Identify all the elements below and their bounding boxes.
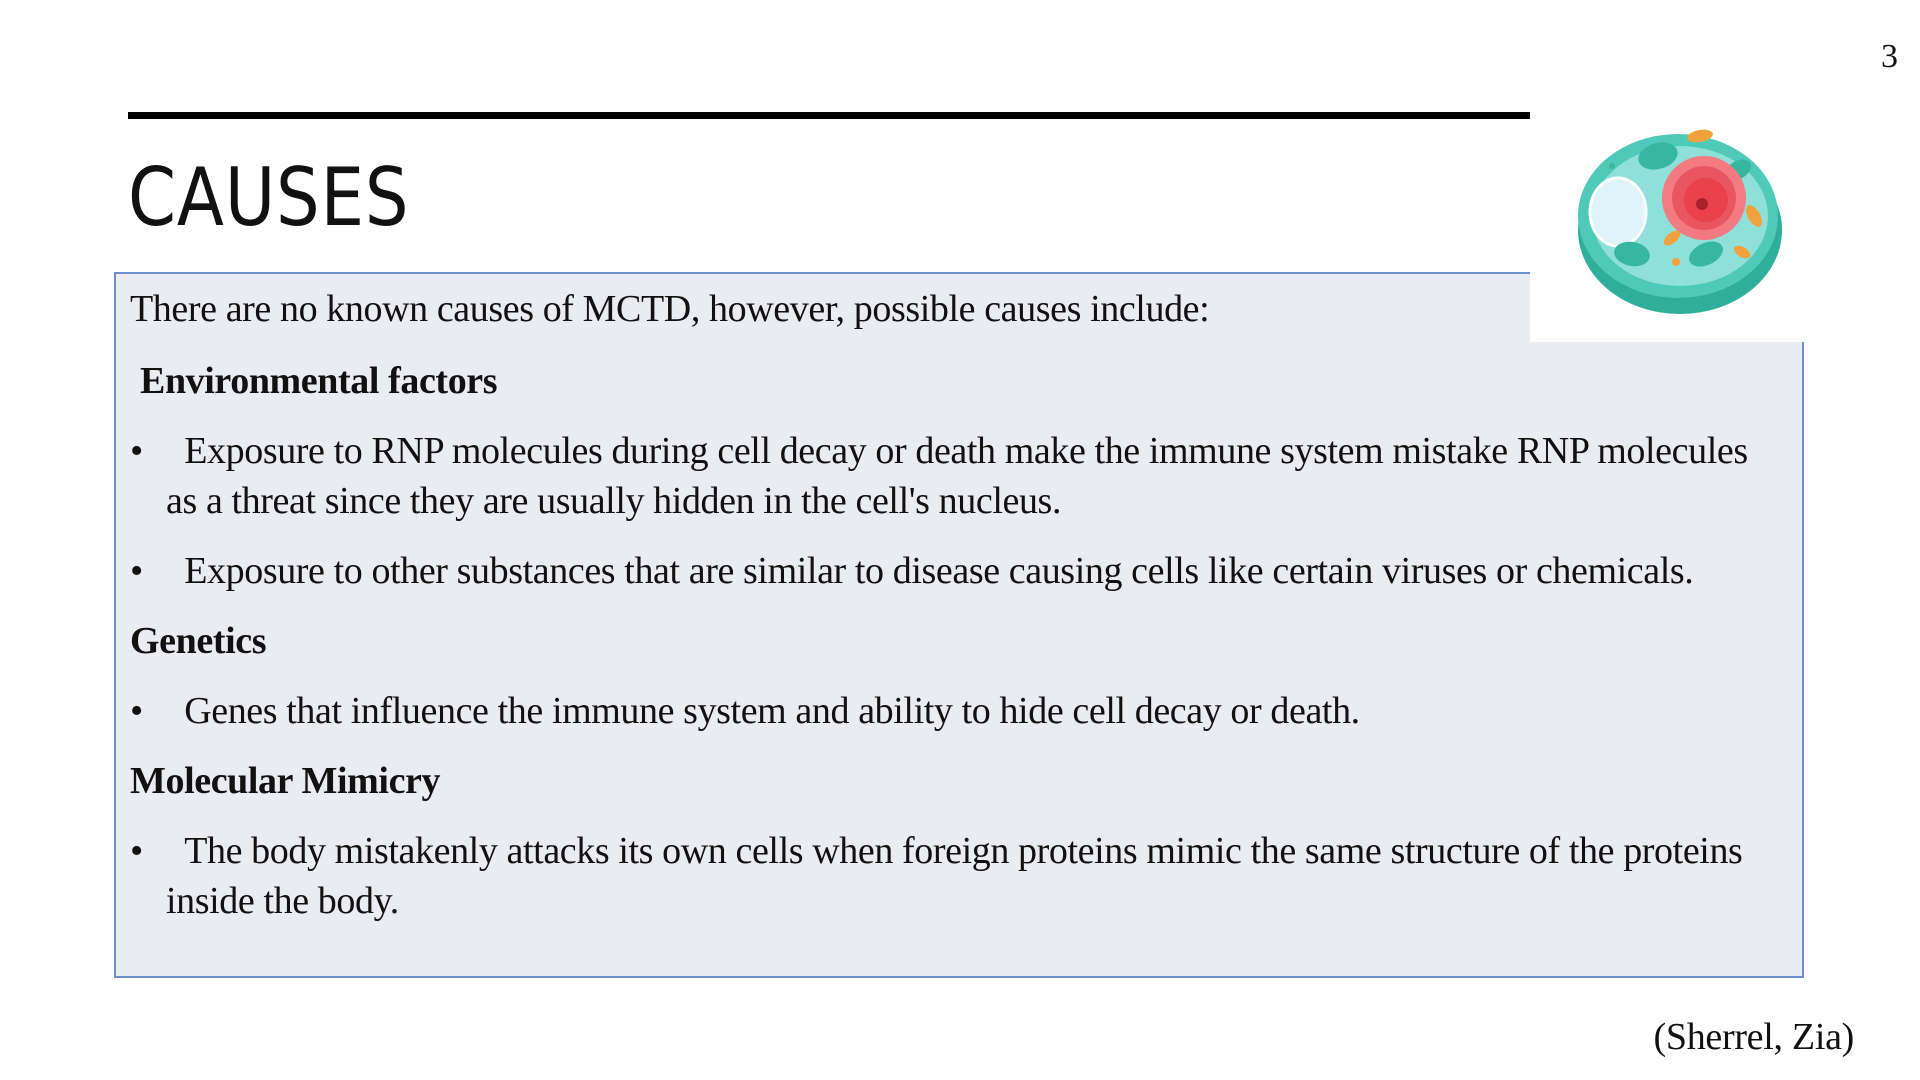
bullet-text: Exposure to other substances that are similar to disease causing cells like certain viruses or chemicals. — [184, 550, 1694, 592]
section-heading-environmental: Environmental factors — [140, 360, 498, 402]
content-box — [114, 272, 1804, 978]
bullet-icon: • — [130, 690, 143, 732]
vacuole — [1590, 178, 1646, 246]
bullet-text: The body mistakenly attacks its own cells when foreign proteins mimic the same structure of the proteins inside the body. — [166, 830, 1743, 922]
bullet-icon: • — [130, 830, 143, 872]
page-number: 3 — [1881, 38, 1898, 75]
vesicle — [1672, 258, 1680, 266]
bullet-list-molecular-mimicry — [130, 826, 1762, 926]
list-item — [130, 826, 1762, 926]
vesicle — [1609, 163, 1615, 169]
citation: (Sherrel, Zia) — [1653, 1016, 1854, 1058]
list-item — [130, 686, 1762, 736]
intro-text: There are no known causes of MCTD, however, possible causes include: — [130, 288, 1210, 330]
content-body — [130, 284, 1762, 946]
list-item — [130, 426, 1762, 526]
nucleolus — [1696, 198, 1708, 210]
section-heading-molecular-mimicry: Molecular Mimicry — [130, 760, 441, 802]
bullet-text: Exposure to RNP molecules during cell decay or death make the immune system mistake RNP molecules as a threat since they are usually hidden in the cell's nucleus. — [166, 430, 1748, 522]
list-item — [130, 546, 1762, 596]
bullet-list-genetics — [130, 686, 1762, 736]
bullet-text: Genes that influence the immune system and ability to hide cell decay or death. — [184, 690, 1360, 732]
bullet-icon: • — [130, 430, 143, 472]
animal-cell-icon — [1572, 112, 1786, 322]
slide-title: CAUSES — [128, 151, 410, 244]
bullet-icon: • — [130, 550, 143, 592]
bullet-list-environmental — [130, 426, 1762, 596]
title-rule — [128, 112, 1530, 119]
section-heading-genetics: Genetics — [130, 620, 267, 662]
